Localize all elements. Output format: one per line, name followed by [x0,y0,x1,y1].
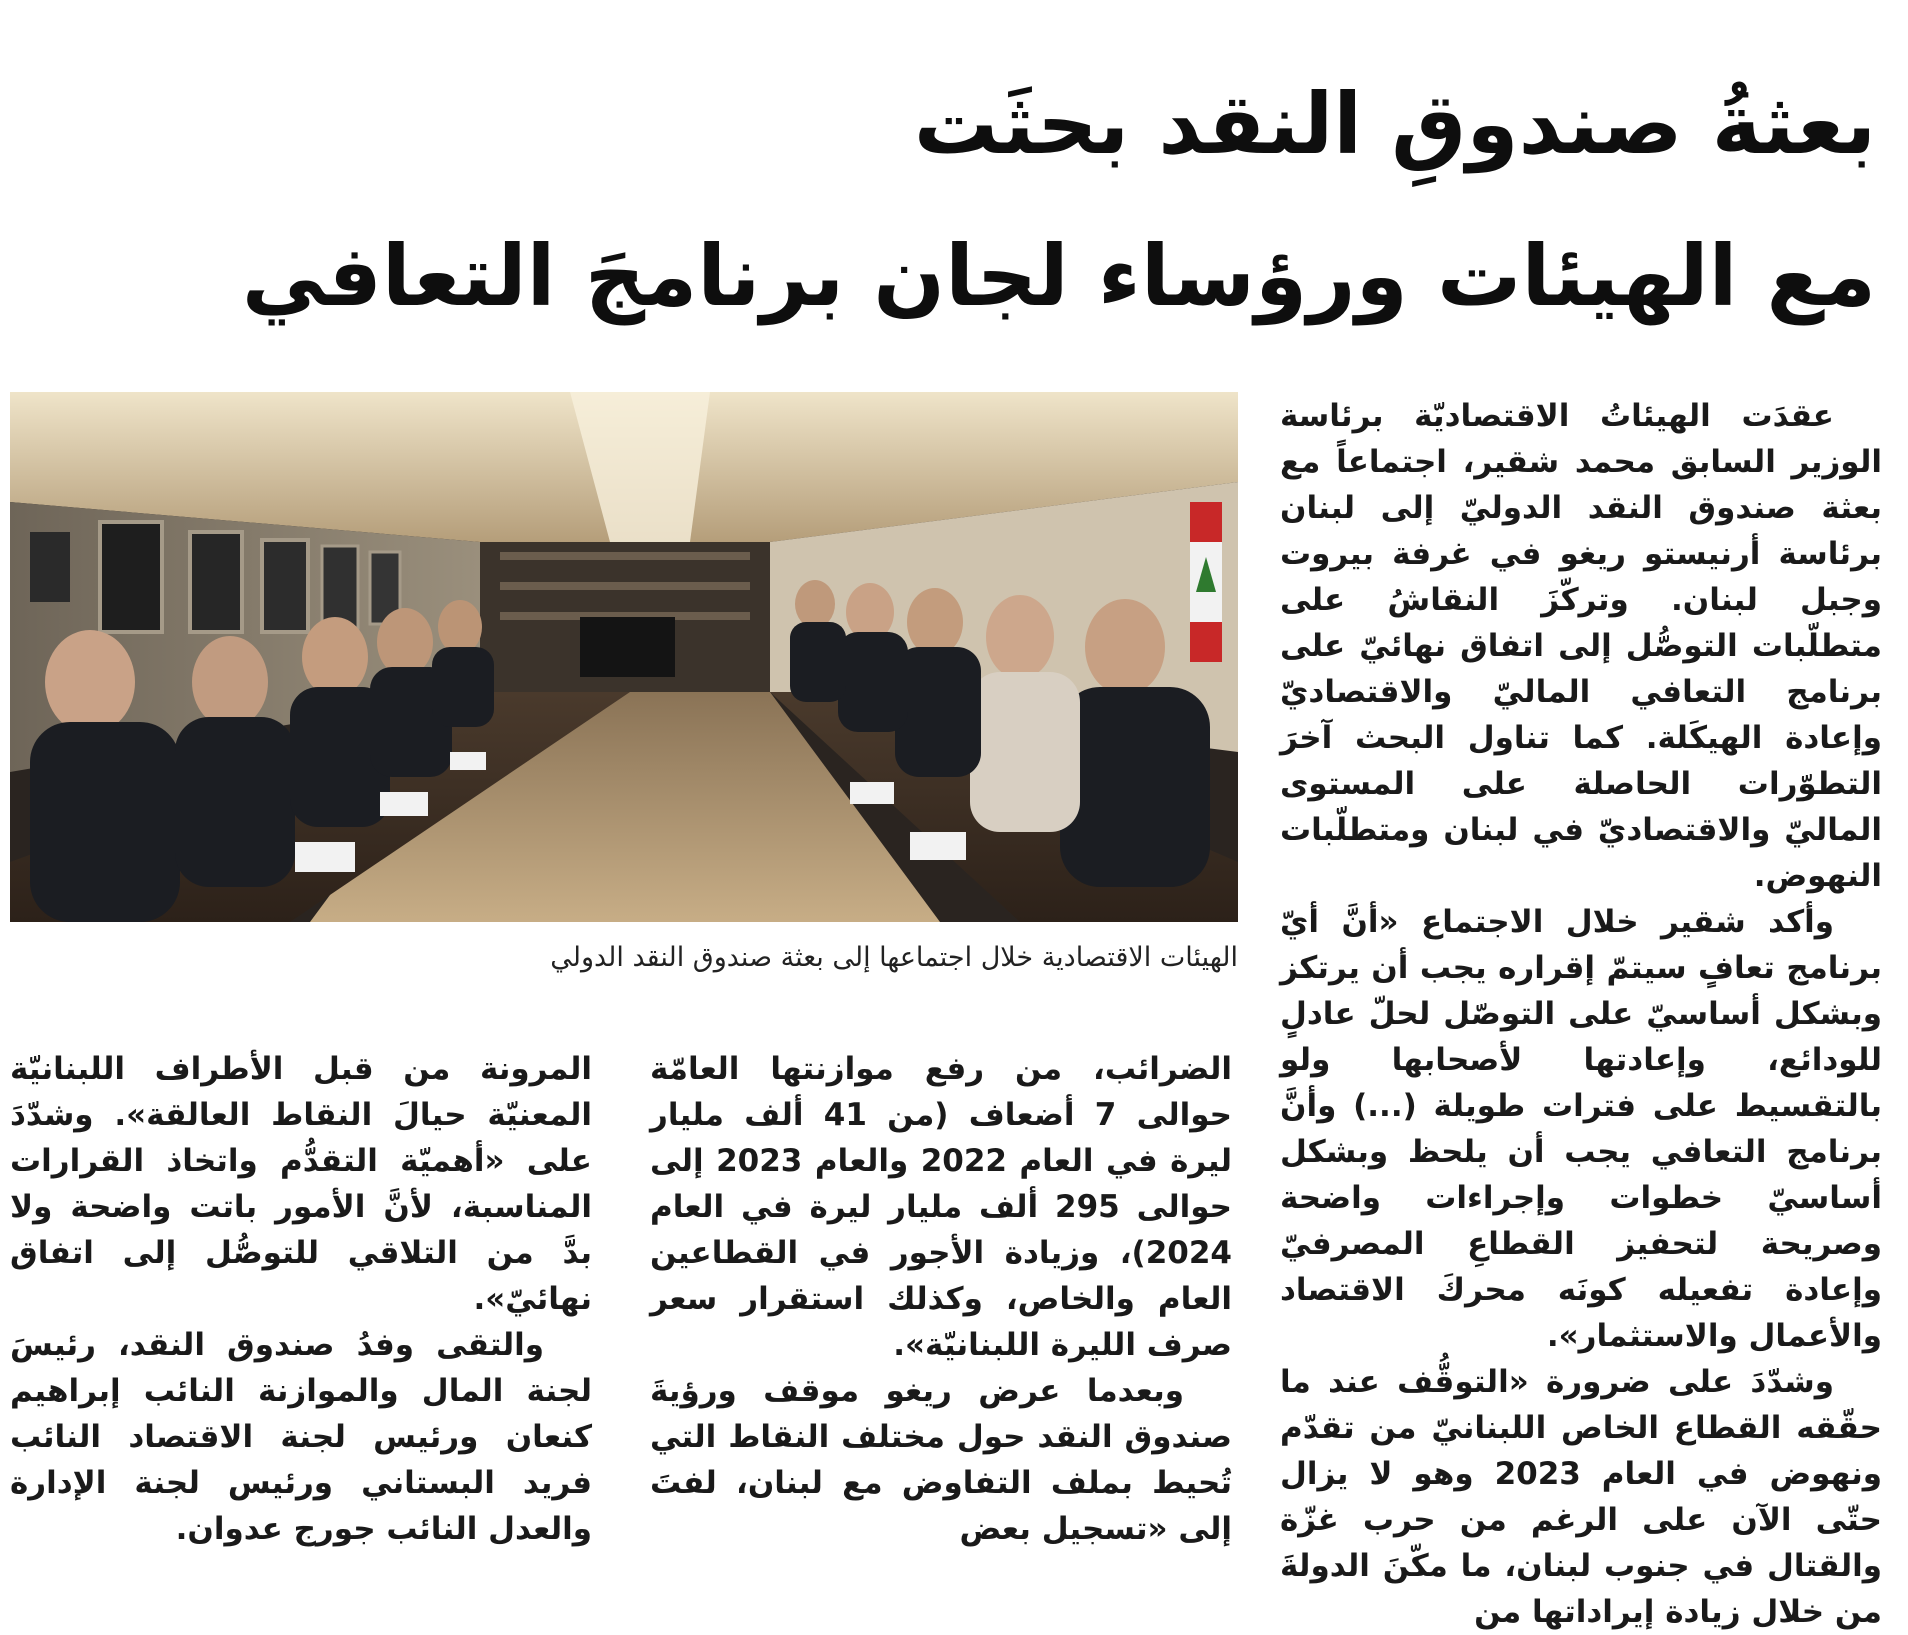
article-headline [36,48,1876,352]
headline-line-1: بعثةُ صندوقِ النقد بحثَت [913,75,1876,173]
paragraph: وأكد شقير خلال الاجتماع «أنَّ أيّ برنامج تعافٍ سيتمّ إقراره يجب أن يرتكز وبشكل أساسيّ على التوصّل لحلّ عادلٍ للودائع، وإعادتها لأصحابها ولو بالتقسيط على فترات طويلة (...) وأنَّ برنامج التعافي يجب أن يلحظ وبشكل أساسيّ خطوات وإجراءات واضحة وصريحة لتحفيز القطاعِ المصرفيّ وإعادة تفعيله كونَه محركَ الاقتصاد والأعمال والاستثمار». [1280,904,1882,1354]
article-column-middle [650,1046,1232,1552]
article-column-left [10,1046,592,1552]
headline-line-2: مع الهيئات ورؤساء لجان برنامجَ التعافي [241,227,1876,325]
paragraph: الضرائب، من رفع موازنتها العامّة حوالى 7 أضعاف (من 41 ألف مليار ليرة في العام 2022 والعام 2023 إلى حوالى 295 ألف مليار ليرة في العام 2024)، وزيادة الأجور في القطاعين العام والخاص، وكذلك استقرار سعر صرف الليرة اللبنانيّة». [650,1051,1233,1363]
paragraph: عقدَت الهيئاتُ الاقتصاديّة برئاسة الوزير السابق محمد شقير، اجتماعاً مع بعثة صندوق النقد الدوليّ إلى لبنان برئاسة أرنيستو ريغو في غرفة بيروت وجبل لبنان. وتركّزَ النقاشُ على متطلّبات التوصُّل إلى اتفاق نهائيّ على برنامج التعافي الماليّ والاقتصاديّ وإعادة الهيكَلة. كما تناول البحث آخرَ التطوّرات الحاصلة على المستوى الماليّ والاقتصاديّ في لبنان ومتطلّبات النهوض. [1280,398,1882,894]
article-column-right [1280,393,1882,1635]
paragraph: وبعدما عرض ريغو موقف ورؤيةَ صندوق النقد حول مختلف النقاط التي تُحيط بملف التفاوض مع لبنان، لفتَ إلى «تسجيل بعض [650,1373,1232,1547]
paragraph: والتقى وفدُ صندوق النقد، رئيسَ لجنة المال والموازنة النائب إبراهيم كنعان ورئيس لجنة الاقتصاد النائب فريد البستاني ورئيس لجنة الإدارة والعدل النائب جورج عدوان. [10,1327,592,1547]
paragraph: المرونة من قبل الأطراف اللبنانيّة المعنيّة حيالَ النقاط العالقة». وشدّدَ على «أهميّة التقدُّم واتخاذ القرارات المناسبة، لأنَّ الأمور باتت واضحة ولا بدَّ من التلاقي للتوصُّل إلى اتفاق نهائيّ». [10,1051,592,1317]
paragraph: وشدّدَ على ضرورة «التوقُّف عند ما حقّقه القطاع الخاص اللبنانيّ من تقدّم ونهوض في العام 2023 وهو لا يزال حتّى الآن على الرغم من حرب غزّة والقتال في جنوب لبنان، ما مكّنَ الدولةَ من خلال زيادة إيراداتها من [1280,1364,1882,1630]
photo-caption: الهيئات الاقتصادية خلال اجتماعها إلى بعثة صندوق النقد الدولي [550,942,1238,973]
meeting-photo [10,392,1238,922]
